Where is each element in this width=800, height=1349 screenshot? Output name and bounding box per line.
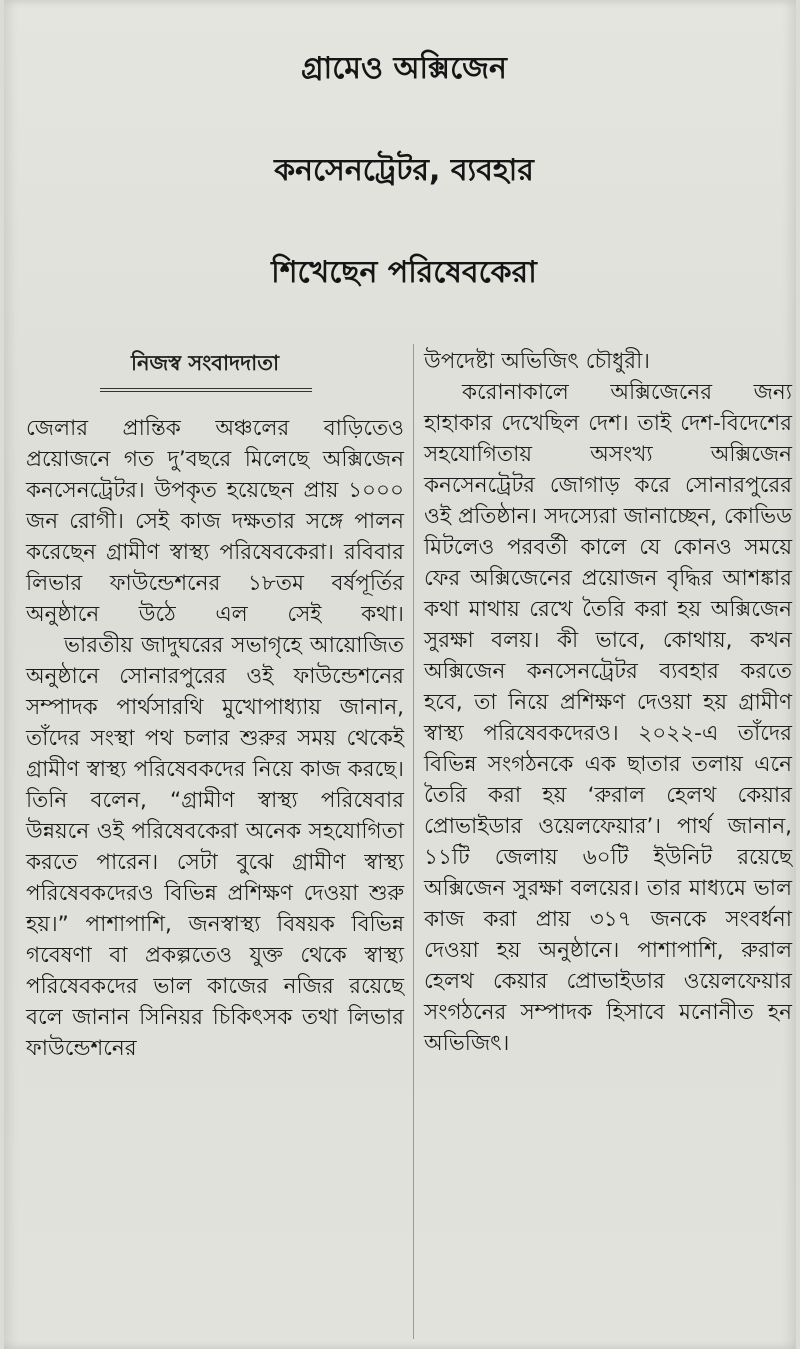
paragraph-2 xyxy=(26,630,404,1064)
paragraph-2-text: ভারতীয় জাদুঘরের সভাগৃহে আয়োজিত অনুষ্ঠানে সোনারপুরের ওই ফাউন্ডেশনের সম্পাদক পার্থসারথি মুখোপাধ্যায় জানান, তাঁদের সংস্থা পথ চলার শুরুর সময় থেকেই গ্রামীণ স্বাস্থ্য পরিষেবকদের নিয়ে কাজ করছে। তিনি বলেন, “গ্রামীণ স্বাস্থ্য পরিষেবার উন্নয়নে ওই পরিষেবকেরা অনেক সহযোগিতা করতে পারেন। সেটা বুঝে গ্রামীণ স্বাস্থ্য পরিষেবকদেরও বিভিন্ন প্রশিক্ষণ দেওয়া শুরু হয়।” পাশাপাশি, জনস্বাস্থ্য বিষয়ক বিভিন্ন গবেষণা বা প্রকল্পতেও যুক্ত থেকে স্বাস্থ্য পরিষেবকদের ভাল কাজের নজির রয়েছে বলে জানান সিনিয়র চিকিৎসক তথা লিভার ফাউন্ডেশনের xyxy=(26,633,404,1061)
column-divider xyxy=(413,344,414,1339)
left-column xyxy=(26,413,404,1064)
headline-line-3: শিখেছেন পরিষেবকেরা xyxy=(271,255,537,290)
byline-rule xyxy=(100,388,312,392)
right-column xyxy=(424,346,792,1059)
headline-line-2: কনসেনট্রেটর, ব্যবহার xyxy=(274,153,534,188)
paragraph-4-text: করোনাকালে অক্সিজেনের জন্য হাহাকার দেখেছিল দেশ। তাই দেশ-বিদেশের সহযোগিতায় অসংখ্য অক্সিজেন কনসেনট্রেটর জোগাড় করে সোনারপুরের ওই প্রতিষ্ঠান। সদস্যেরা জানাচ্ছেন, কোভিড মিটলেও পরবর্তী কালে যে কোনও সময়ে ফের অক্সিজেনের প্রয়োজন বৃদ্ধির আশঙ্কার কথা মাথায় রেখে তৈরি করা হয় অক্সিজেন সুরক্ষা বলয়। কী ভাবে, কোথায়, কখন অক্সিজেন কনসেনট্রেটর ব্যবহার করতে হবে, তা নিয়ে প্রশিক্ষণ দেওয়া হয় গ্রামীণ স্বাস্থ্য পরিষেবকদেরও। ২০২২-এ তাঁদের বিভিন্ন সংগঠনকে এক ছাতার তলায় এনে তৈরি করা হয় ‘রুরাল হেলথ কেয়ার প্রোভাইডার ওয়েলফেয়ার’। পার্থ জানান, ১১টি জেলায় ৬০টি ইউনিট রয়েছে অক্সিজেন সুরক্ষা বলয়ের। তার মাধ্যমে ভাল কাজ করা প্রায় ৩১৭ জনকে সংবর্ধনা দেওয়া হয় অনুষ্ঠানে। পাশাপাশি, রুরাল হেলথ কেয়ার প্রোভাইডার ওয়েলফেয়ার সংগঠনের সম্পাদক হিসাবে মনোনীত হন অভিজিৎ। xyxy=(424,380,792,1056)
paragraph-1-text: জেলার প্রান্তিক অঞ্চলের বাড়িতেও প্রয়োজনে গত দু’বছরে মিলেছে অক্সিজেন কনসেনট্রেটর। উপকৃত হয়েছেন প্রায় ১০০০ জন রোগী। সেই কাজ দক্ষতার সঙ্গে পালন করেছেন গ্রামীণ স্বাস্থ্য পরিষেবকেরা। রবিবার লিভার ফাউন্ডেশনের ১৮তম বর্ষপূর্তির অনুষ্ঠানে উঠে এল সেই কথা। xyxy=(26,416,404,627)
paragraph-4 xyxy=(424,377,792,1059)
paragraph-1 xyxy=(26,413,404,630)
headline-line-1: গ্রামেও অক্সিজেন xyxy=(301,51,507,86)
paragraph-3-text: উপদেষ্টা অভিজিৎ চৌধুরী। xyxy=(424,349,650,374)
headline xyxy=(14,18,794,324)
byline: নিজস্ব সংবাদদাতা xyxy=(130,351,280,375)
paragraph-3 xyxy=(424,346,792,377)
newspaper-clipping xyxy=(4,0,796,1349)
